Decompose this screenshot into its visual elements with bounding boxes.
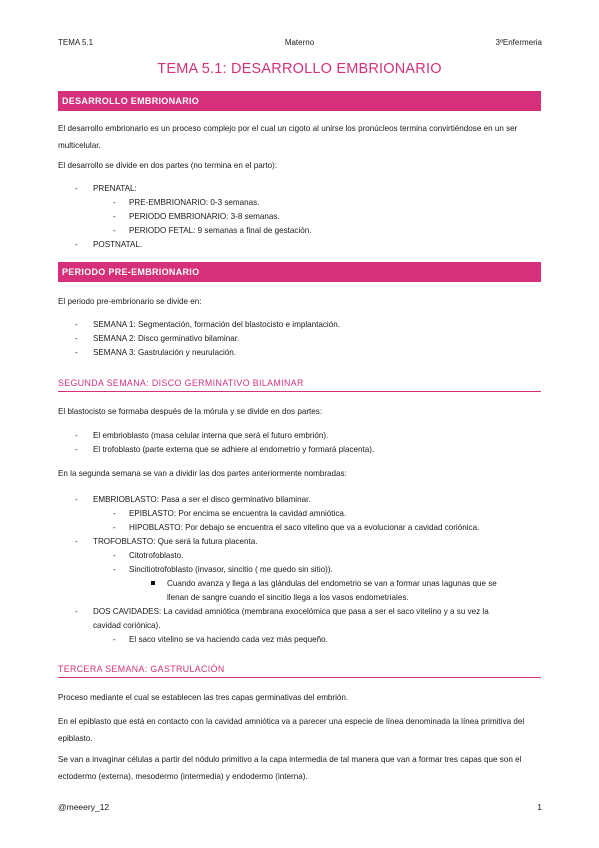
dash-bullet: - <box>75 431 78 440</box>
list-item: SEMANA 1: Segmentación, formación del blastocisto e implantación. <box>93 320 340 329</box>
list-item: Sincitiotrofoblasto (invasor, sincitio ( me quedo sin sitio)). <box>129 565 333 574</box>
list-item: SEMANA 2: Disco germinativo bilaminar. <box>93 334 240 343</box>
subsection-heading-segunda-semana: SEGUNDA SEMANA: DISCO GERMINATIVO BILAMINAR <box>58 378 541 392</box>
dash-bullet: - <box>75 607 78 616</box>
dash-bullet: - <box>75 334 78 343</box>
paragraph: En la segunda semana se van a dividir las dos partes anteriormente nombradas: <box>58 469 347 478</box>
dash-bullet: - <box>75 537 78 546</box>
document-title: TEMA 5.1: DESARROLLO EMBRIONARIO <box>157 61 442 77</box>
list-item: POSTNATAL. <box>93 240 143 249</box>
list-item: PERIODO EMBRIONARIO: 3-8 semanas. <box>129 212 280 221</box>
list-item: PERIODO FETAL: 9 semanas a final de gestación. <box>129 226 312 235</box>
dash-bullet: - <box>113 635 116 644</box>
paragraph: En el epiblasto que está en contacto con la cavidad amniótica va a parecer una especie de línea denominada la línea primitiva del epiblasto. <box>58 717 525 743</box>
paragraph: El blastocisto se formaba después de la mórula y se divide en dos partes: <box>58 407 323 416</box>
section-heading-desarrollo: DESARROLLO EMBRIONARIO <box>58 91 541 111</box>
subsection-heading-tercera-semana: TERCERA SEMANA: GASTRULACIÓN <box>58 664 541 678</box>
dash-bullet: - <box>75 445 78 454</box>
paragraph: Se van a invaginar células a partir del nódulo primitivo a la capa intermedia de tal manera que van a formar tres capas que son el ectodermo (externa), mesodermo (intermedia) y endodermo (interna). <box>58 755 522 781</box>
dash-bullet: - <box>113 523 116 532</box>
list-item: El trofoblasto (parte externa que se adhiere al endometrio y formará placenta). <box>93 445 375 454</box>
list-item: DOS CAVIDADES: La cavidad amniótica (membrana exocelómica que pasa a ser el saco vitelino y a su vez la <box>93 607 489 616</box>
paragraph: Proceso mediante el cual se establecen las tres capas germinativas del embrión. <box>58 693 349 702</box>
list-item: Cuando avanza y llega a las glándulas del endometrio se van a formar unas lagunas que se <box>167 579 497 588</box>
dash-bullet: - <box>113 565 116 574</box>
dash-bullet: - <box>75 320 78 329</box>
list-item: HIPOBLASTO: Por debajo se encuentra el saco vitelino que va a evolucionar a cavidad coriónica. <box>129 523 480 532</box>
list-item: EPIBLASTO: Por encima se encuentra la cavidad amniótica. <box>129 509 347 518</box>
paragraph: El periodo pre-embrionario se divide en: <box>58 297 202 306</box>
header-center: Materno <box>284 38 315 47</box>
dash-bullet: - <box>113 226 116 235</box>
section-heading-pre-embrionario: PERIODO PRE-EMBRIONARIO <box>58 262 541 282</box>
dash-bullet: - <box>113 198 116 207</box>
header-left: TEMA 5.1 <box>58 38 94 47</box>
list-item-continuation: cavidad coriónica). <box>93 621 161 630</box>
dash-bullet: - <box>113 509 116 518</box>
dash-bullet: - <box>75 495 78 504</box>
dash-bullet: - <box>75 240 78 249</box>
list-item: TROFOBLASTO: Que será la futura placenta. <box>93 537 258 546</box>
dash-bullet: - <box>75 184 78 193</box>
paragraph: El desarrollo se divide en dos partes (no termina en el parto): <box>58 161 278 170</box>
list-item: PRENATAL: <box>93 184 137 193</box>
dash-bullet: - <box>113 551 116 560</box>
list-item: Citotrofoblasto. <box>129 551 184 560</box>
footer-handle: @meeery_12 <box>58 802 110 812</box>
paragraph: El desarrollo embrionario es un proceso complejo por el cual un cigoto al unirse los pronúcleos termina convirtiéndose en un ser multicelular. <box>58 124 518 150</box>
dash-bullet: - <box>113 212 116 221</box>
list-item: PRE-EMBRIONARIO: 0-3 semanas. <box>129 198 260 207</box>
page-number: 1 <box>537 802 542 812</box>
dash-bullet: - <box>75 348 78 357</box>
square-bullet <box>151 581 155 585</box>
list-item: El saco vitelino se va haciendo cada vez más pequeño. <box>129 635 328 644</box>
list-item: SEMANA 3: Gastrulación y neurulación. <box>93 348 237 357</box>
header-right: 3ºEnfermeria <box>495 38 542 47</box>
list-item: EMBRIOBLASTO: Pasa a ser el disco germinativo bilaminar. <box>93 495 311 504</box>
list-item-continuation: llenan de sangre cuando el sincitio llega a los vasos endometriales. <box>167 593 409 602</box>
list-item: El embrioblasto (masa celular interna que será el futuro embrión). <box>93 431 329 440</box>
